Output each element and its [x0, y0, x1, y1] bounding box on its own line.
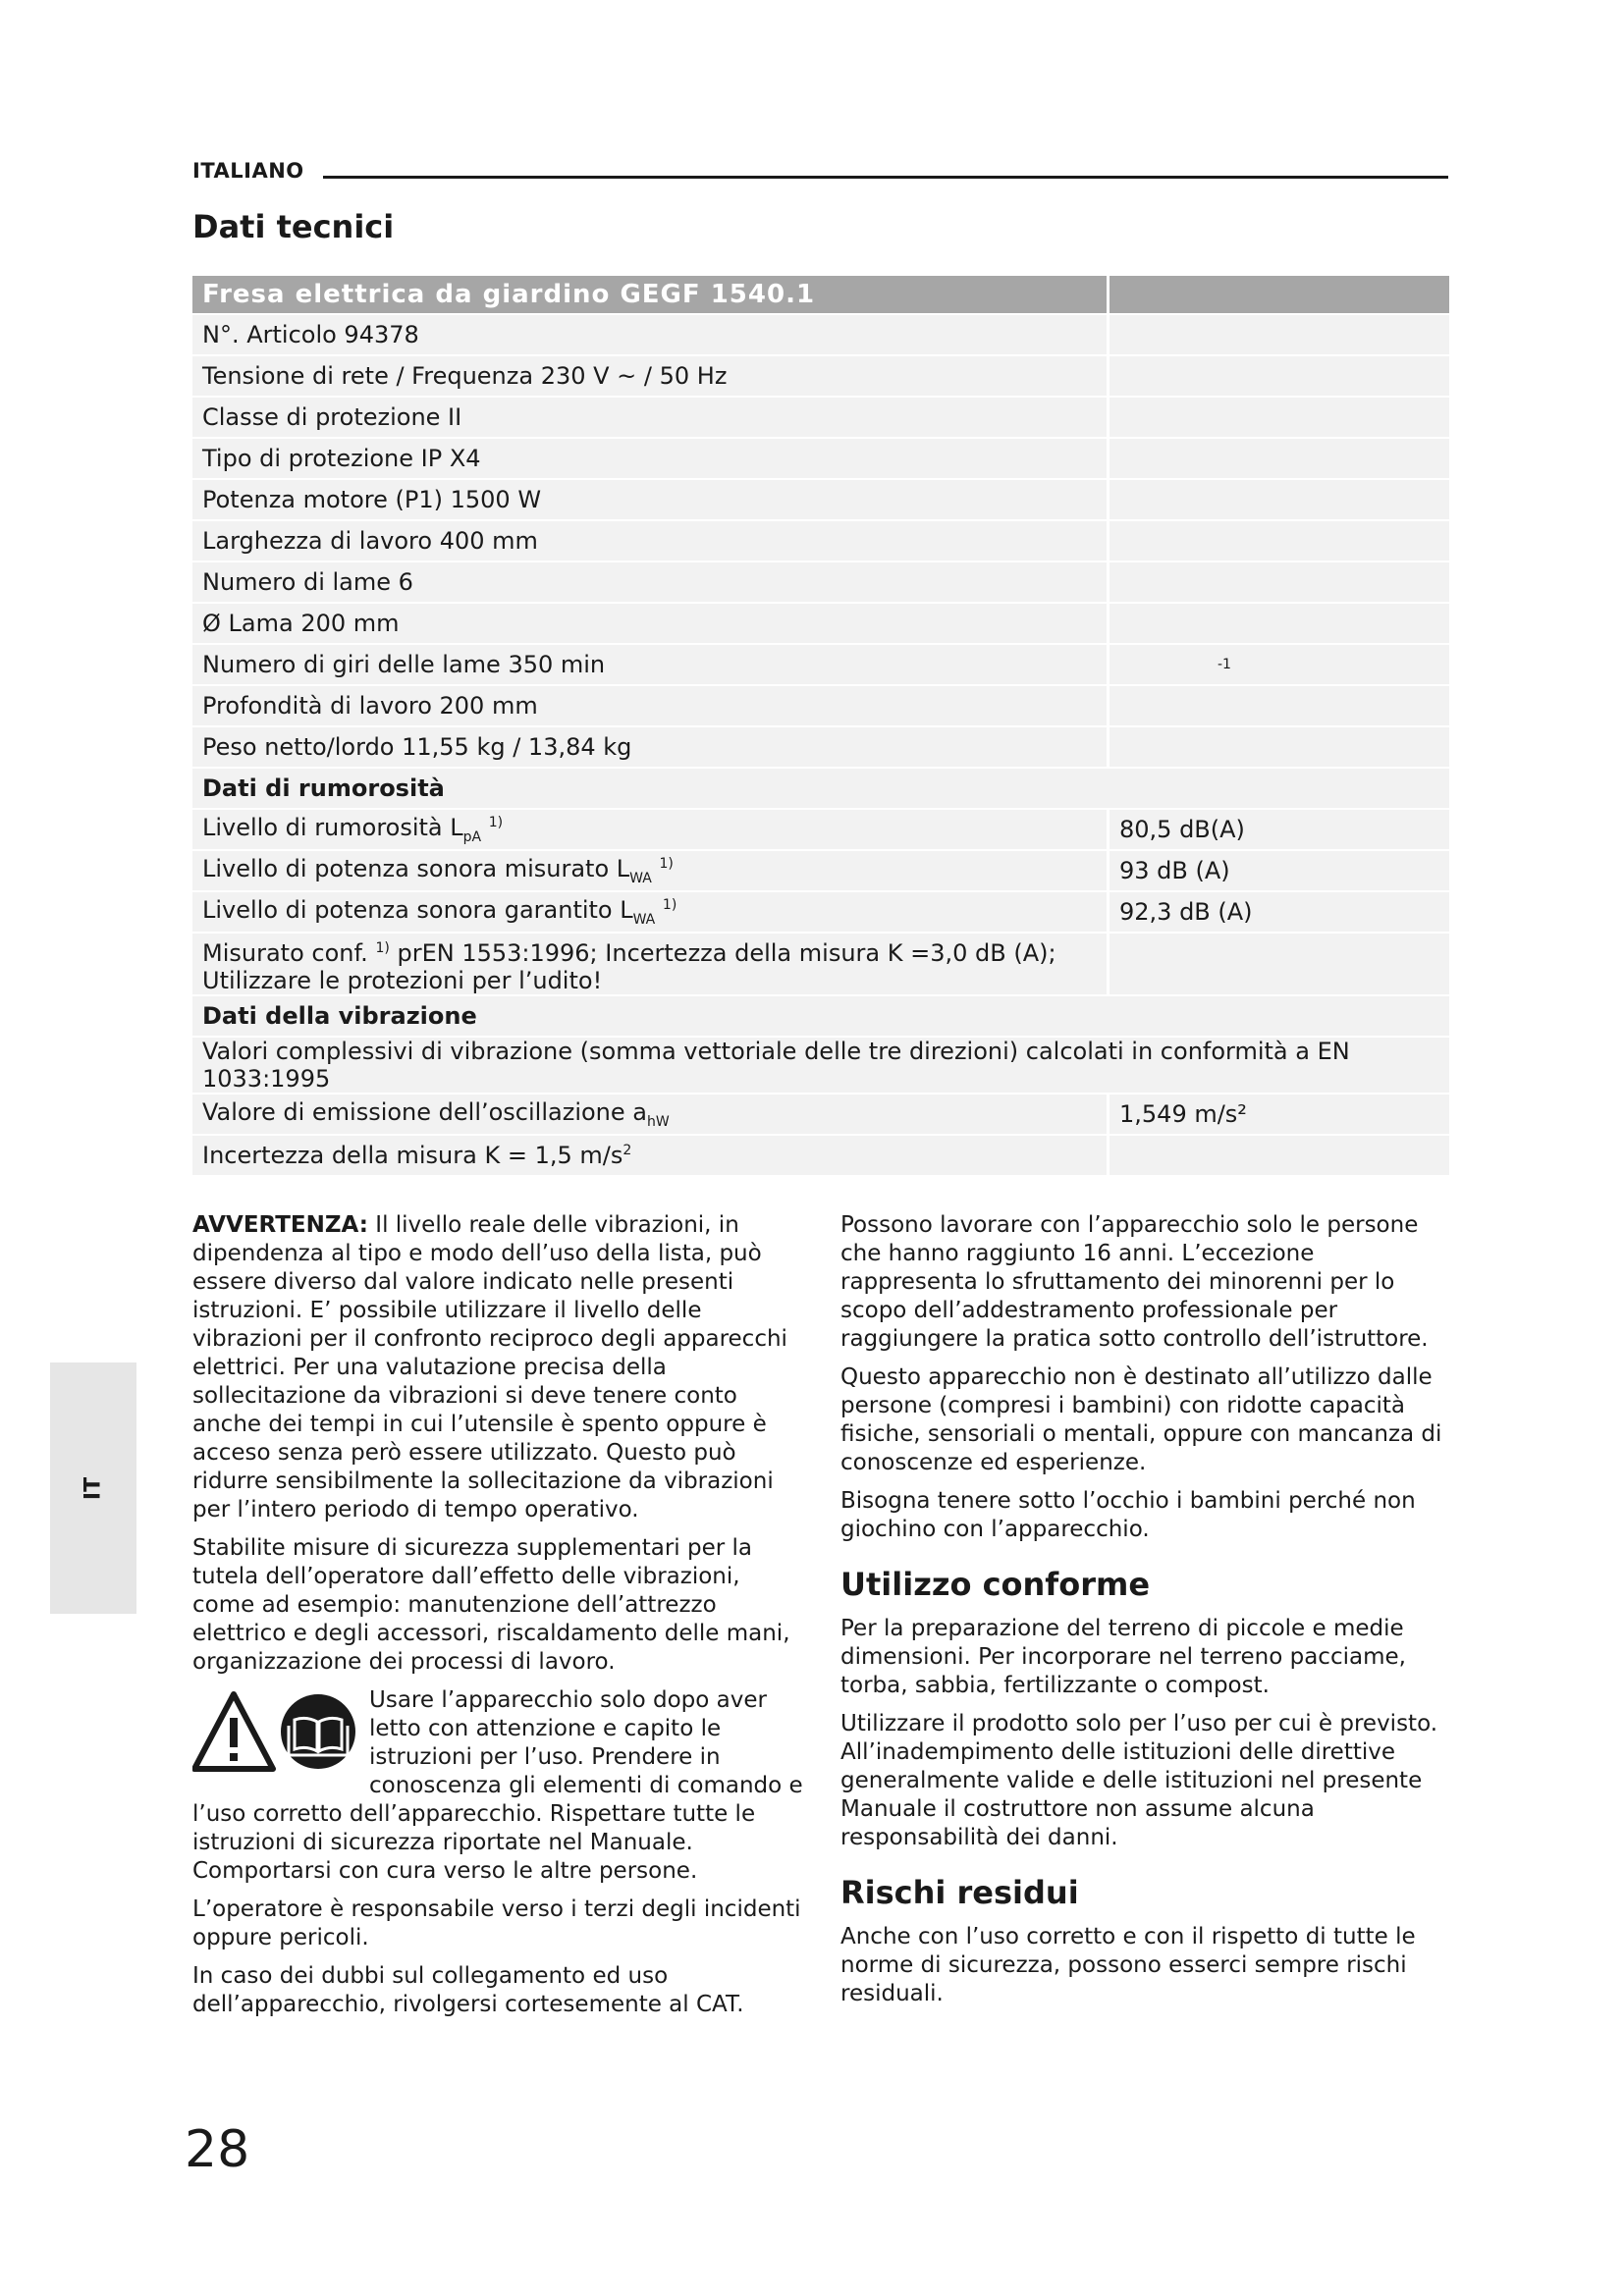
- row-label: Larghezza di lavoro 400 mm: [192, 521, 1107, 561]
- noise-heading-row: [192, 769, 1449, 808]
- row-value: [1107, 439, 1449, 478]
- row-value: [1107, 356, 1449, 396]
- spec-table: [192, 274, 1449, 1177]
- language-side-tab: [50, 1362, 136, 1614]
- warning-label: AVVERTENZA:: [192, 1212, 368, 1238]
- paragraph: Anche con l’uso corretto e con il rispetto di tutte le norme di sicurezza, possono esserci sempre rischi residuali.: [840, 1924, 1416, 2006]
- table-row: [192, 562, 1449, 602]
- noise-heading: Dati di rumorosità: [192, 769, 1449, 808]
- table-row: [192, 892, 1449, 932]
- row-value: [1107, 727, 1449, 767]
- row-value: [1107, 521, 1449, 561]
- warning-triangle-icon: [194, 1694, 273, 1769]
- left-column: [192, 1211, 807, 2029]
- row-label: Tensione di rete / Frequenza 230 V ~ / 50 Hz: [192, 356, 1107, 396]
- row-label: Peso netto/lordo 11,55 kg / 13,84 kg: [192, 727, 1107, 767]
- table-row: [192, 727, 1449, 767]
- spec-table-heading: Fresa elettrica da giardino GEGF 1540.1: [192, 276, 1107, 313]
- page-header: [192, 159, 1449, 183]
- exponent: -1: [1218, 657, 1231, 672]
- row-label: Potenza motore (P1) 1500 W: [192, 480, 1107, 519]
- row-label: Numero di lame 6: [192, 562, 1107, 602]
- residual-risks-heading: Rischi residui: [840, 1874, 1079, 1911]
- row-label: Livello di potenza sonora garantito $L_{WA}$ $^{1)}$: [192, 892, 1107, 932]
- paragraph: Possono lavorare con l’apparecchio solo le persone che hanno raggiunto 16 anni. L’eccezione rappresenta lo sfruttamento dei minorenni per lo scopo dell’addestramento professionale per raggiungere la pratica sotto controllo dell’istruttore.: [840, 1212, 1429, 1352]
- paragraph: Bisogna tenere sotto l’occhio i bambini perché non giochino con l’apparecchio.: [840, 1488, 1416, 1542]
- language-label: ITALIANO: [192, 159, 304, 183]
- vibration-summary: Valori complessivi di vibrazione (somma vettoriale delle tre direzioni) calcolati in conformità a EN 1033:1995: [192, 1038, 1449, 1093]
- row-value: [1107, 604, 1449, 643]
- table-row: [192, 1095, 1449, 1134]
- paragraph: Per la preparazione del terreno di piccole e medie dimensioni. Per incorporare nel terreno pacciame, torba, sabbia, fertilizzante o compost.: [840, 1616, 1406, 1698]
- table-row: [192, 315, 1449, 354]
- row-value: 1,549 m/s²: [1107, 1095, 1449, 1134]
- read-manual-icon: [281, 1694, 355, 1769]
- vibration-heading: Dati della vibrazione: [192, 996, 1449, 1036]
- row-value: [1107, 562, 1449, 602]
- paragraph: Utilizzare il prodotto solo per l’uso per cui è previsto. All’inadempimento delle istituzioni delle direttive generalmente valide e delle istituzioni nel presente Manuale il costruttore non assume alcuna responsabilità dei danni.: [840, 1711, 1438, 1850]
- row-value: 80,5 dB(A): [1107, 810, 1449, 849]
- warning-paragraph: AVVERTENZA: Il livello reale delle vibrazioni, in dipendenza al tipo e modo dell’uso della lista, può essere diverso dal valore indicato nelle presenti istruzioni. E’ possibile utilizzare il livello delle vibrazioni per il confronto reciproco degli apparecchi elettrici. Per una valutazione precisa della sollecitazione da vibrazioni si deve tenere conto anche dei tempi in cui l’utensile è spento oppure è acceso senza però essere utilizzato. Questo può ridurre sensibilmente la sollecitazione da vibrazioni per l’intero periodo di tempo operativo.: [192, 1212, 787, 1522]
- spec-table-heading-row: [192, 276, 1449, 313]
- table-row: [192, 851, 1449, 890]
- table-row: [192, 810, 1449, 849]
- paragraph: Questo apparecchio non è destinato all’utilizzo dalle persone (compresi i bambini) con ridotte capacità fisiche, sensoriali o mentali, oppure con mancanza di conoscenze ed esperienze.: [840, 1364, 1442, 1475]
- row-label: Incertezza della misura K = 1,5 $m/s^2$: [192, 1136, 1107, 1175]
- row-label: N°. Articolo 94378: [192, 315, 1107, 354]
- row-label: Numero di giri delle lame 350 min: [192, 645, 1107, 684]
- table-row: [192, 521, 1449, 561]
- intended-use-heading: Utilizzo conforme: [840, 1566, 1151, 1603]
- right-column: [840, 1211, 1449, 2018]
- noise-note: Misurato conf. $^{1)}$ prEN 1553:1996; Incertezza della misura K =3,0 dB (A); Utilizzare le protezioni per l’udito!: [192, 934, 1107, 994]
- table-row: [192, 439, 1449, 478]
- table-row: [192, 1038, 1449, 1093]
- table-row: [192, 604, 1449, 643]
- row-value: [1107, 686, 1449, 725]
- manual-notice: [192, 1686, 807, 1886]
- table-row: [192, 398, 1449, 437]
- table-row: [192, 1136, 1449, 1175]
- row-value: 92,3 dB (A): [1107, 892, 1449, 932]
- row-value: [1107, 480, 1449, 519]
- row-label: Valore di emissione dell’oscillazione $a_{hW}$: [192, 1095, 1107, 1134]
- table-row: [192, 645, 1449, 684]
- table-row: [192, 686, 1449, 725]
- paragraph: L’operatore è responsabile verso i terzi degli incidenti oppure pericoli.: [192, 1896, 801, 1950]
- row-label: Classe di protezione II: [192, 398, 1107, 437]
- paragraph: Stabilite misure di sicurezza supplementari per la tutela dell’operatore dall’effetto delle vibrazioni, come ad esempio: manutenzione dell’attrezzo elettrico e degli accessori, riscaldamento delle mani, organizzazione dei processi di lavoro.: [192, 1535, 790, 1675]
- row-label: Profondità di lavoro 200 mm: [192, 686, 1107, 725]
- table-row: [192, 356, 1449, 396]
- paragraph: In caso dei dubbi sul collegamento ed uso dell’apparecchio, rivolgersi cortesemente al CAT.: [192, 1963, 744, 2017]
- row-value: [1107, 315, 1449, 354]
- table-row: [192, 480, 1449, 519]
- header-rule: [323, 176, 1448, 179]
- noise-note-row: [192, 934, 1449, 994]
- page-number: 28: [185, 2120, 250, 2179]
- side-tab-label: IT: [81, 1476, 106, 1501]
- row-label: Livello di rumorosità $L_{pA}$ $^{1)}$: [192, 810, 1107, 849]
- row-label: Livello di potenza sonora misurato $L_{WA}$ $^{1)}$: [192, 851, 1107, 890]
- row-value: [1107, 645, 1449, 684]
- section-title: Dati tecnici: [192, 208, 395, 245]
- row-value: [1107, 398, 1449, 437]
- vibration-heading-row: [192, 996, 1449, 1036]
- row-label: Ø Lama 200 mm: [192, 604, 1107, 643]
- paragraph: Usare l’apparecchio solo dopo aver letto con attenzione e capito le istruzioni per l’uso. Prendere in conoscenza gli elementi di comando e l’uso corretto dell’apparecchio. Rispettare tutte le istruzioni di sicurezza riportate nel Manuale. Comportarsi con cura verso le altre persone.: [192, 1687, 803, 1884]
- row-value: 93 dB (A): [1107, 851, 1449, 890]
- row-label: Tipo di protezione IP X4: [192, 439, 1107, 478]
